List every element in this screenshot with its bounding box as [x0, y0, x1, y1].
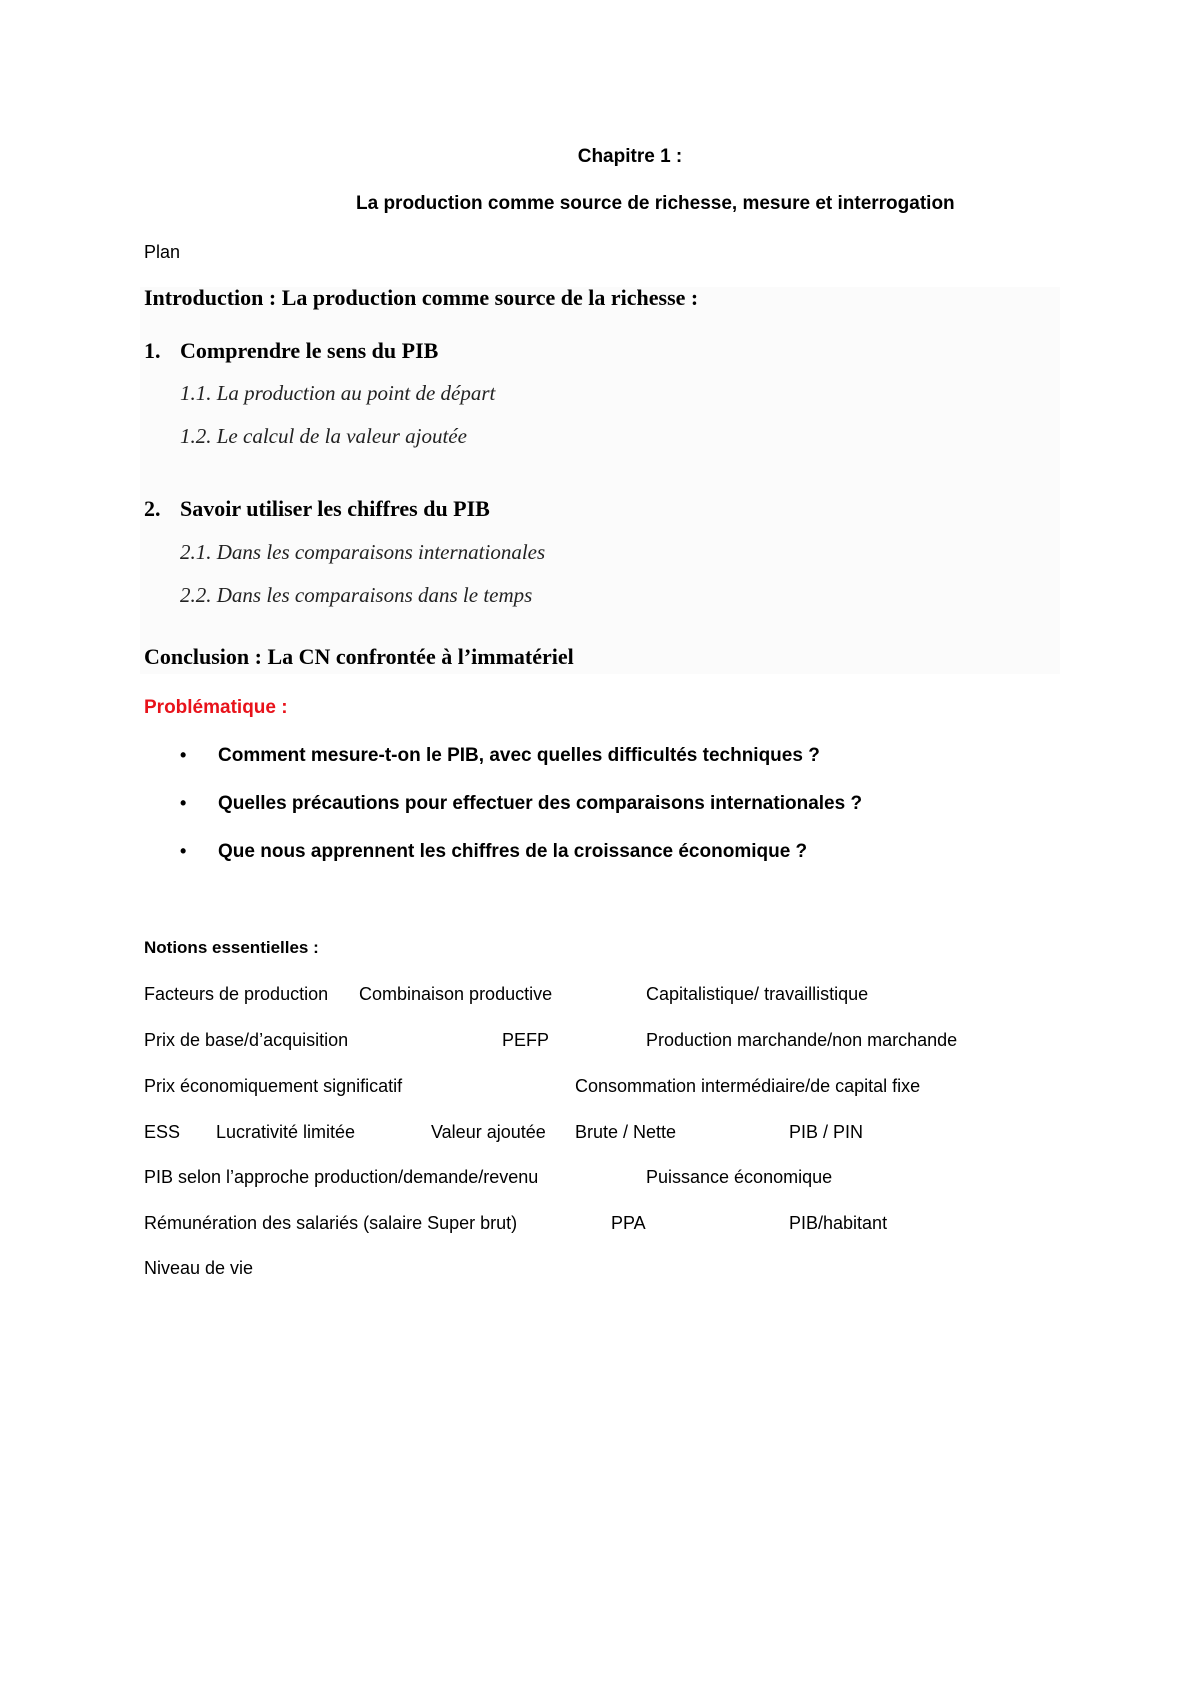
notion-term: Consommation intermédiaire/de capital fixe	[575, 1076, 921, 1096]
notion-term: Puissance économique	[646, 1167, 833, 1187]
plan-conclusion: Conclusion : La CN confrontée à l’immatériel	[144, 644, 574, 669]
notion-term: Prix économiquement significatif	[144, 1076, 403, 1096]
bullet-icon: •	[180, 745, 187, 765]
notion-term: ESS	[144, 1122, 181, 1142]
plan-subsection-2-1: 2.1. Dans les comparaisons internationales	[180, 540, 546, 564]
problematique-title: Problématique :	[144, 697, 288, 718]
notions-title: Notions essentielles :	[144, 938, 319, 957]
question-text: Quelles précautions pour effectuer des comparaisons internationales ?	[218, 793, 863, 814]
notion-term: PEFP	[502, 1030, 550, 1050]
problematique-question-2	[180, 793, 862, 815]
notion-term: PIB/habitant	[789, 1213, 888, 1233]
question-text: Que nous apprennent les chiffres de la croissance économique ?	[218, 841, 808, 862]
plan-section-1-title: Comprendre le sens du PIB	[180, 338, 439, 363]
notion-term: Production marchande/non marchande	[646, 1030, 958, 1050]
notion-term: Brute / Nette	[575, 1122, 677, 1142]
plan-subsection-1-2: 1.2. Le calcul de la valeur ajoutée	[180, 424, 467, 448]
chapter-label: Chapitre 1 :	[577, 146, 683, 167]
plan-section-2-number: 2.	[144, 496, 161, 521]
plan-subsection-1-1: 1.1. La production au point de départ	[180, 381, 496, 405]
question-text: Comment mesure-t-on le PIB, avec quelles difficultés techniques ?	[218, 745, 820, 766]
plan-subsection-2-2: 2.2. Dans les comparaisons dans le temps	[180, 583, 533, 607]
bullet-icon: •	[180, 793, 187, 813]
chapter-title: La production comme source de richesse, mesure et interrogation	[356, 193, 955, 214]
notion-term: PPA	[611, 1213, 646, 1233]
notion-term: Capitalistique/ travaillistique	[646, 984, 869, 1004]
notion-term: PIB / PIN	[789, 1122, 864, 1142]
plan-introduction: Introduction : La production comme source de la richesse :	[144, 285, 699, 310]
notion-term: Valeur ajoutée	[431, 1122, 546, 1142]
plan-label: Plan	[144, 242, 181, 262]
notion-term: Lucrativité limitée	[216, 1122, 356, 1142]
plan-section-1	[144, 338, 438, 364]
problematique-question-1	[180, 745, 820, 767]
notion-term: PIB selon l’approche production/demande/revenu	[144, 1167, 539, 1187]
notion-term: Niveau de vie	[144, 1258, 254, 1278]
notion-term: Combinaison productive	[359, 984, 553, 1004]
plan-section-2	[144, 496, 490, 522]
notion-term: Rémunération des salariés (salaire Super brut)	[144, 1213, 518, 1233]
problematique-question-3	[180, 841, 807, 863]
plan-section-2-title: Savoir utiliser les chiffres du PIB	[180, 496, 490, 521]
plan-section-1-number: 1.	[144, 338, 161, 363]
notion-term: Prix de base/d’acquisition	[144, 1030, 349, 1050]
notion-term: Facteurs de production	[144, 984, 329, 1004]
bullet-icon: •	[180, 841, 187, 861]
